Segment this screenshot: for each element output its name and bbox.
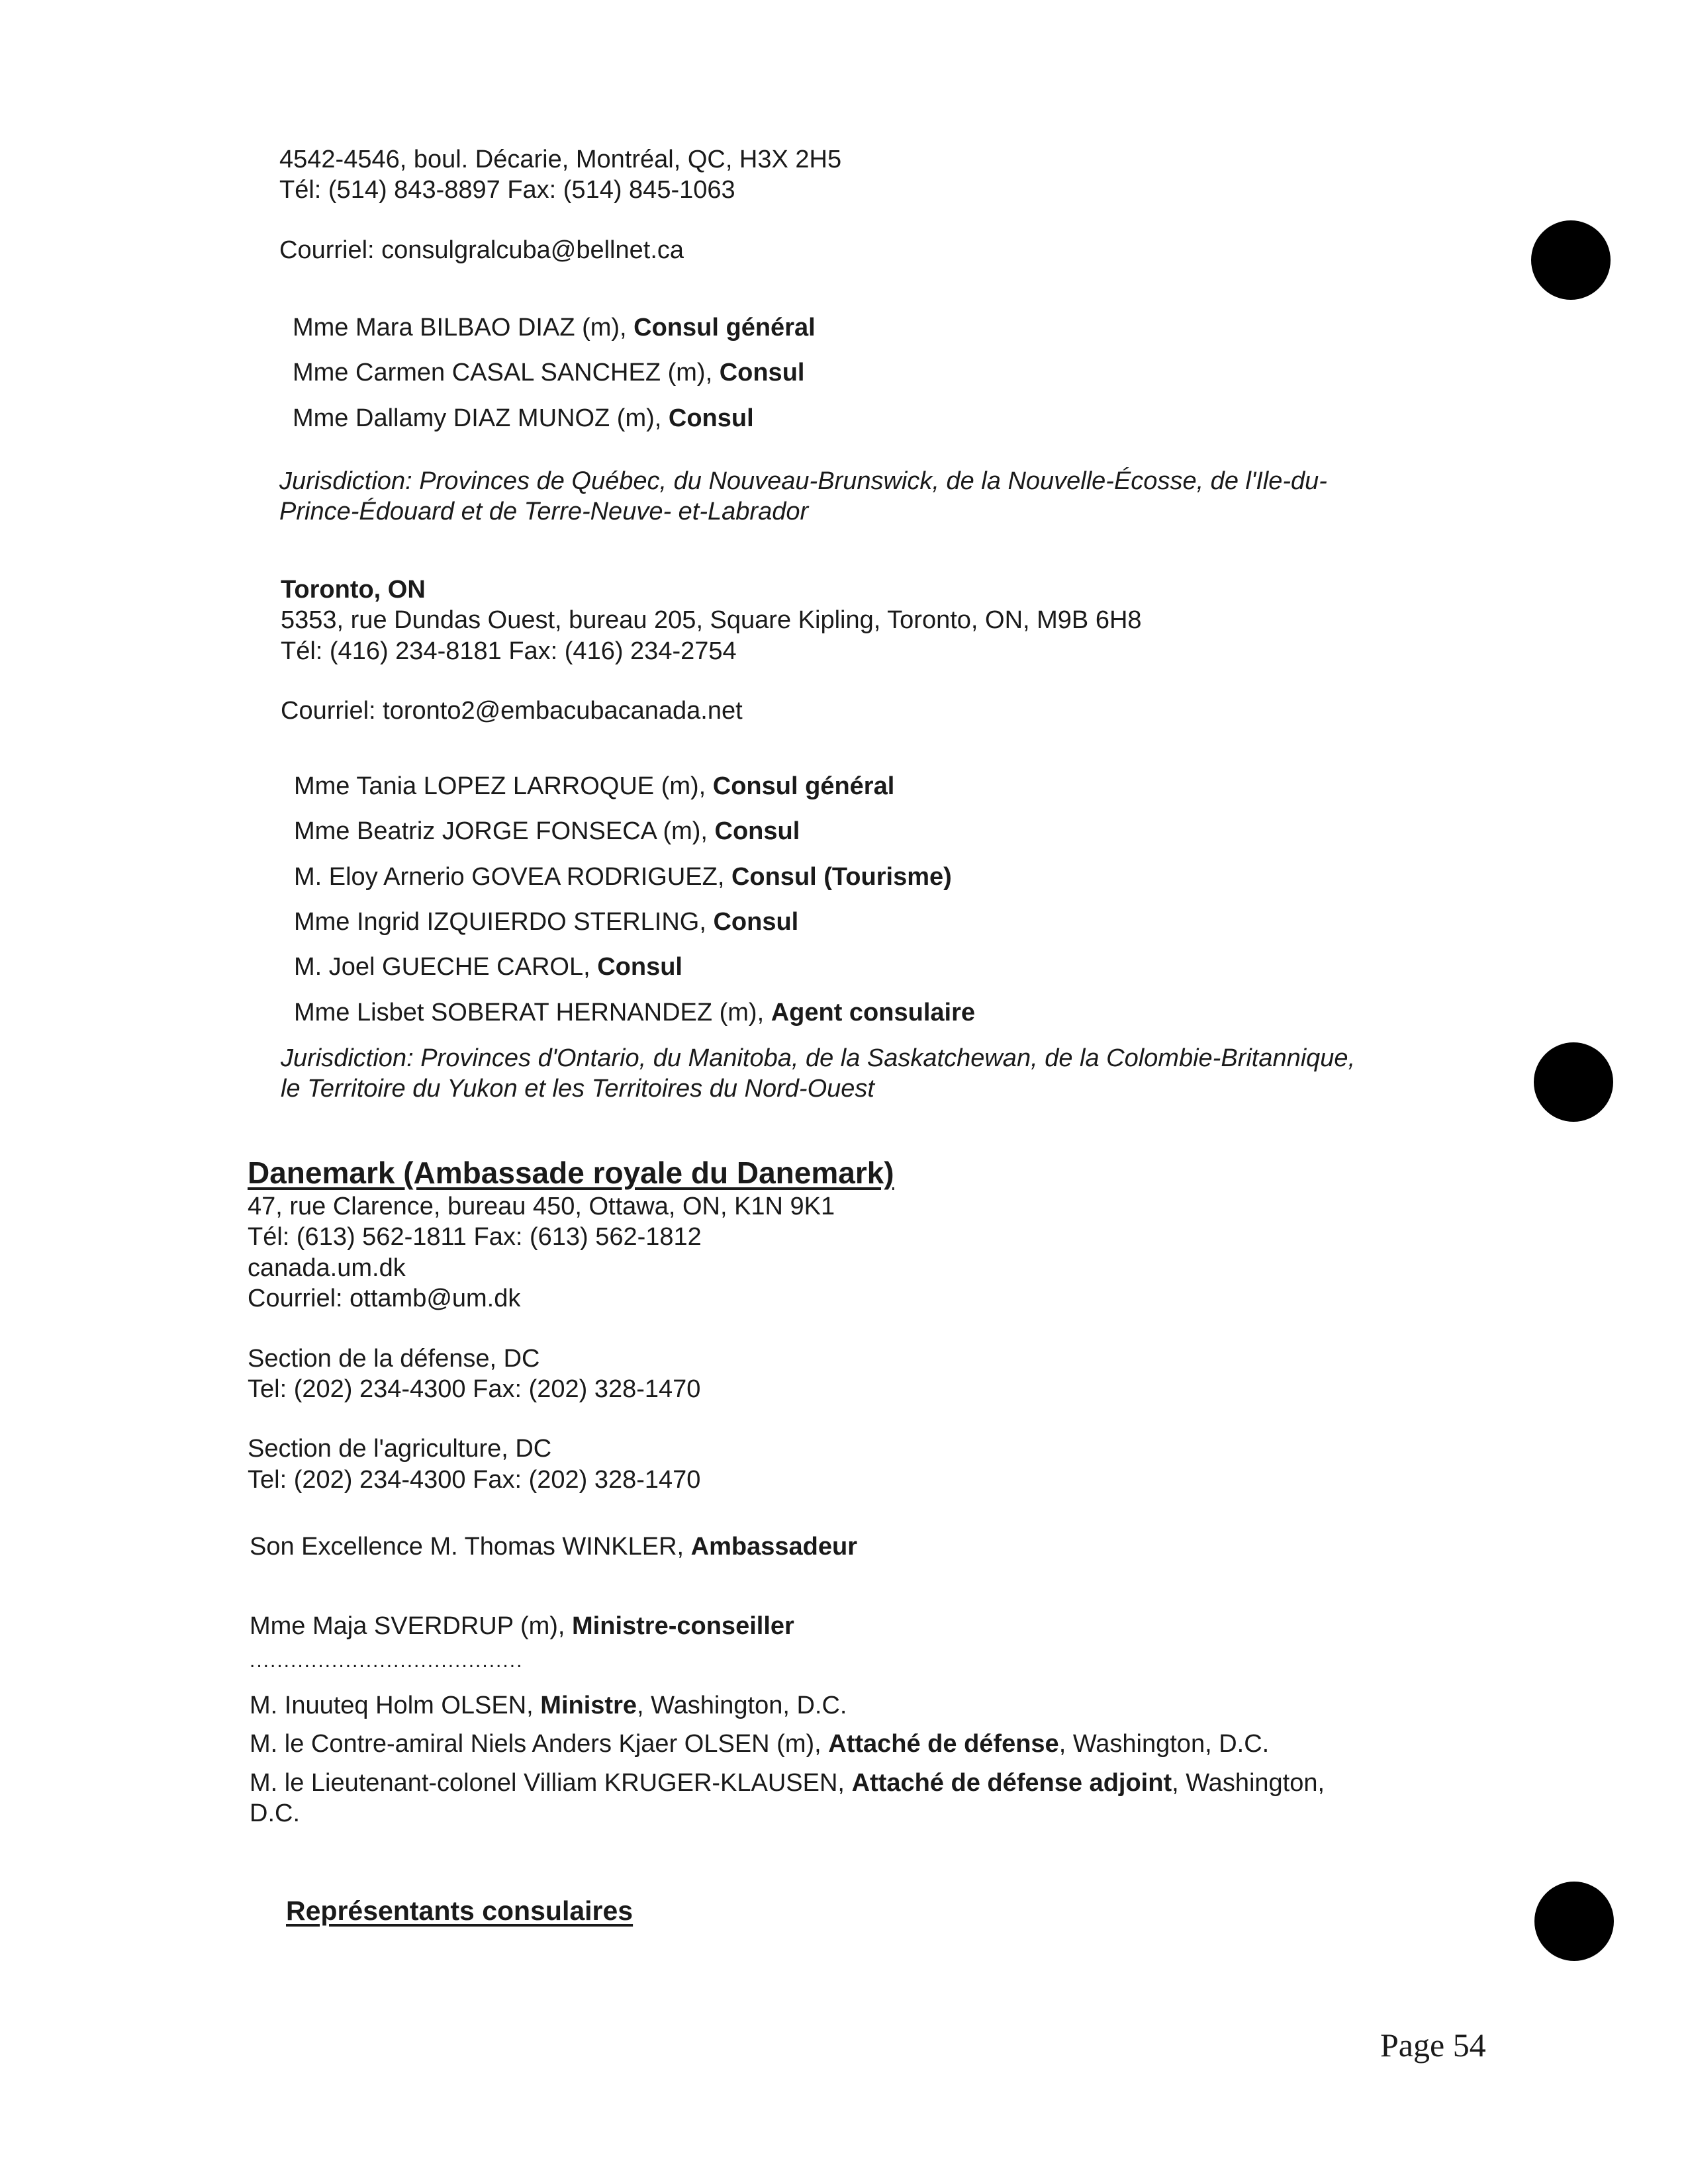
denmark-phone-fax: Tél: (613) 562-1811 Fax: (613) 562-1812: [248, 1223, 702, 1251]
staff-location: , Washington, D.C.: [637, 1692, 847, 1719]
toronto-jurisdiction: [281, 1043, 1355, 1105]
toronto-email: Courriel: toronto2@embacubacanada.net: [281, 697, 743, 725]
staff-entry: [293, 312, 816, 343]
staff-name: Mme Tania LOPEZ LARROQUE (m),: [294, 772, 713, 800]
agriculture-section-label: Section de l'agriculture, DC: [248, 1435, 552, 1463]
agriculture-section-phone-fax: Tel: (202) 234-4300 Fax: (202) 328-1470: [248, 1465, 701, 1494]
montreal-staff-list: [293, 312, 816, 448]
ambassador-name: Son Excellence M. Thomas WINKLER,: [250, 1533, 691, 1561]
staff-title: Consul: [714, 817, 800, 846]
staff-name: Mme Mara BILBAO DIAZ (m),: [293, 314, 634, 341]
toronto-contact: [281, 574, 1142, 726]
montreal-email: Courriel: consulgralcuba@bellnet.ca: [279, 236, 684, 264]
staff-entry: [294, 771, 975, 801]
punch-hole-top: [1531, 220, 1611, 300]
staff-title: Attaché de défense adjoint: [851, 1768, 1172, 1797]
montreal-address: 4542-4546, boul. Décarie, Montréal, QC, H3X 2H5: [279, 146, 842, 173]
denmark-title: Danemark (Ambassade royale du Danemark): [248, 1156, 894, 1190]
denmark-section: [248, 1154, 894, 1495]
staff-entry: [250, 1729, 1325, 1759]
toronto-heading: Toronto, ON: [281, 576, 426, 604]
washington-staff-list: [250, 1690, 1325, 1829]
staff-name: M. Joel GUECHE CAROL,: [294, 953, 598, 981]
dotted-separator: ........................................: [250, 1650, 524, 1672]
staff-entry: [294, 816, 975, 846]
staff-title: Consul général: [712, 772, 895, 800]
staff-name: Mme Carmen CASAL SANCHEZ (m),: [293, 359, 720, 387]
jurisdiction-line: Prince-Édouard et de Terre-Neuve- et-Labrador: [279, 498, 809, 526]
jurisdiction-line: Jurisdiction: Provinces d'Ontario, du Manitoba, de la Saskatchewan, de la Colombie-Britannique,: [281, 1044, 1356, 1072]
minister-counsellor-title: Ministre-conseiller: [572, 1612, 794, 1640]
montreal-phone-fax: Tél: (514) 843-8897 Fax: (514) 845-1063: [279, 176, 735, 205]
staff-title: Consul: [713, 908, 799, 936]
staff-entry: [294, 997, 975, 1028]
staff-name: Mme Ingrid IZQUIERDO STERLING,: [294, 908, 714, 936]
staff-name: Mme Lisbet SOBERAT HERNANDEZ (m),: [294, 998, 771, 1026]
staff-title: Consul: [668, 404, 754, 432]
staff-title: Agent consulaire: [771, 998, 975, 1026]
page-number: Page 54: [1380, 2026, 1486, 2064]
staff-name: M. le Lieutenant-colonel Villiam KRUGER-KLAUSEN,: [250, 1768, 852, 1797]
staff-location: , Washington, D.C.: [1058, 1730, 1270, 1758]
montreal-jurisdiction: [279, 466, 1327, 527]
staff-location: , Washington,: [1172, 1768, 1325, 1797]
staff-entry: [294, 862, 975, 892]
staff-entry: [250, 1690, 1325, 1721]
toronto-staff-list: [294, 771, 975, 1042]
jurisdiction-line: Jurisdiction: Provinces de Québec, du Nouveau-Brunswick, de la Nouvelle-Écosse, de l'Ile-du-: [279, 467, 1327, 495]
denmark-address: 47, rue Clarence, bureau 450, Ottawa, ON, K1N 9K1: [248, 1193, 835, 1221]
punch-hole-middle: [1534, 1042, 1613, 1122]
toronto-phone-fax: Tél: (416) 234-8181 Fax: (416) 234-2754: [281, 637, 737, 665]
staff-entry: [250, 1768, 1325, 1798]
minister-counsellor-name: Mme Maja SVERDRUP (m),: [250, 1612, 573, 1640]
staff-title: Consul général: [633, 314, 816, 341]
denmark-email: Courriel: ottamb@um.dk: [248, 1285, 521, 1313]
punch-hole-bottom: [1534, 1882, 1614, 1961]
defense-section-phone-fax: Tel: (202) 234-4300 Fax: (202) 328-1470: [248, 1375, 701, 1403]
denmark-ambassador: [250, 1531, 857, 1562]
staff-title: Consul: [719, 359, 805, 387]
toronto-address: 5353, rue Dundas Ouest, bureau 205, Square Kipling, Toronto, ON, M9B 6H8: [281, 606, 1142, 635]
staff-entry: [293, 403, 816, 433]
staff-entry: [294, 952, 975, 982]
denmark-minister-counsellor: [250, 1611, 794, 1641]
staff-entry: [293, 357, 816, 388]
staff-name: Mme Dallamy DIAZ MUNOZ (m),: [293, 404, 669, 432]
staff-entry: [294, 907, 975, 937]
staff-name: Mme Beatriz JORGE FONSECA (m),: [294, 817, 715, 846]
jurisdiction-line: le Territoire du Yukon et les Territoires du Nord-Ouest: [281, 1075, 874, 1103]
staff-name: M. le Contre-amiral Niels Anders Kjaer OLSEN (m),: [250, 1730, 829, 1758]
staff-title: Attaché de défense: [828, 1730, 1059, 1758]
staff-title: Consul (Tourisme): [731, 862, 952, 891]
montreal-contact: [279, 144, 841, 265]
staff-title: Ministre: [540, 1692, 637, 1719]
defense-section-label: Section de la défense, DC: [248, 1344, 540, 1373]
consular-representatives-heading: Représentants consulaires: [286, 1895, 633, 1926]
denmark-website: canada.um.dk: [248, 1253, 406, 1282]
staff-name: M. Inuuteq Holm OLSEN,: [250, 1692, 541, 1719]
ambassador-title: Ambassadeur: [690, 1533, 857, 1561]
staff-name: M. Eloy Arnerio GOVEA RODRIGUEZ,: [294, 862, 731, 891]
staff-location-wrap: D.C.: [250, 1799, 300, 1828]
staff-title: Consul: [597, 953, 682, 981]
